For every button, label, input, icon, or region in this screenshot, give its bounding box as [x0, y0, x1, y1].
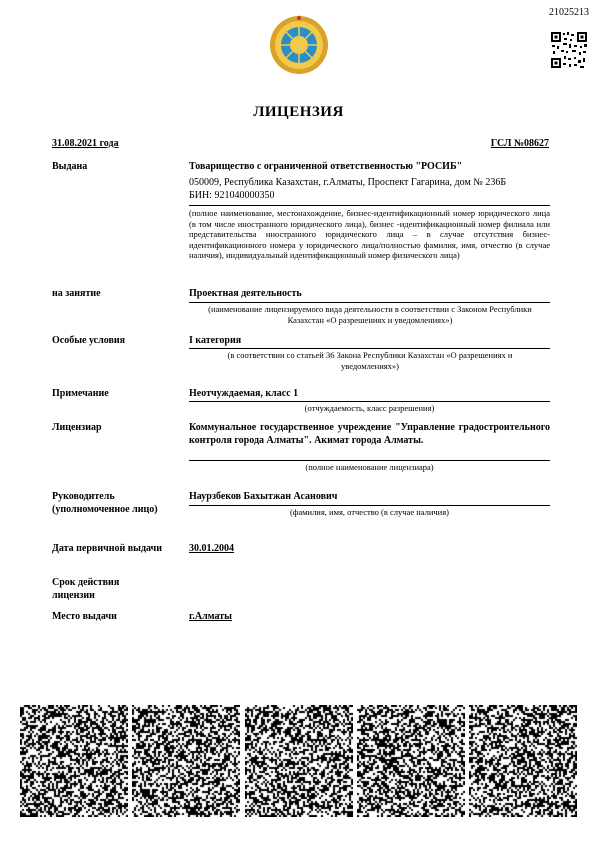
activity-value: Проектная деятельность: [189, 288, 302, 299]
divider-line: [189, 401, 550, 402]
license-number: ГСЛ №08627: [490, 138, 549, 149]
issue-date: 31.08.2021 года: [52, 138, 119, 149]
head-value: Наурзбеков Бахытжан Асанович: [189, 491, 338, 502]
document-number: 21025213: [549, 7, 589, 18]
state-emblem-icon: [268, 14, 330, 76]
validity-label: Срок действия лицензии: [52, 577, 120, 601]
remark-note: (отчуждаемость, класс разрешения): [304, 403, 435, 413]
licensor-value: Коммунальное государственное учреждение "Управление градостроительного контроля города Алматы". Акимат города Алматы.: [189, 422, 550, 446]
page-title: ЛИЦЕНЗИЯ: [253, 104, 344, 120]
licensor-label: Лицензиар: [52, 422, 102, 433]
place-value: г.Алматы: [189, 611, 232, 622]
barcode-block: [20, 705, 128, 817]
issued-note: (полное наименование, местонахождение, бизнес-идентификационный номер юридического лица (в том числе иностранного юридического лица), бизнес -идентификационный номер филиала или представительства иностранного юридического лица – в случае отсутствия бизнес-идентификационного номера у юридического лица/полностью фамилия, имя, отчество (в случае наличия), индивидуальный идентификационный номер физического лица): [189, 208, 550, 260]
head-label: Руководитель (уполномоченное лицо): [52, 491, 158, 515]
barcode-block: [469, 705, 577, 817]
activity-label: на занятие: [52, 288, 101, 299]
barcode-block: [357, 705, 465, 817]
conditions-label: Особые условия: [52, 335, 126, 346]
first-issue-value: 30.01.2004: [189, 543, 234, 554]
head-note: (фамилия, имя, отчество (в случае наличия): [290, 507, 449, 517]
divider-line: [189, 205, 550, 206]
issued-organization: Товарищество с ограниченной ответственностью "РОСИБ": [189, 161, 463, 172]
divider-line: [189, 302, 550, 303]
first-issue-label: Дата первичной выдачи: [52, 543, 163, 554]
barcode-row: [20, 705, 577, 817]
barcode-block: [245, 705, 353, 817]
issued-address: 050009, Республика Казахстан, г.Алматы, Проспект Гагарина, дом № 236Б: [189, 177, 507, 188]
qr-code-icon: [550, 31, 588, 69]
barcode-block: [132, 705, 240, 817]
remark-value: Неотчуждаемая, класс 1: [189, 388, 299, 399]
issued-bin: БИН: 921040000350: [189, 190, 275, 201]
conditions-note: (в соответствии со статьей 36 Закона Республики Казахстан «О разрешениях и уведомлениях»): [227, 350, 513, 371]
remark-label: Примечание: [52, 388, 109, 399]
divider-line: [189, 348, 550, 349]
place-label: Место выдачи: [52, 611, 117, 622]
conditions-value: I категория: [189, 335, 242, 346]
issued-label: Выдана: [52, 161, 88, 172]
activity-note: (наименование лицензируемого вида деятельности в соответствии с Законом Республики Казахстан «О разрешениях и уведомлениях»): [208, 304, 532, 325]
divider-line: [189, 505, 550, 506]
divider-line: [189, 460, 550, 461]
licensor-note: (полное наименование лицензиара): [305, 462, 434, 472]
